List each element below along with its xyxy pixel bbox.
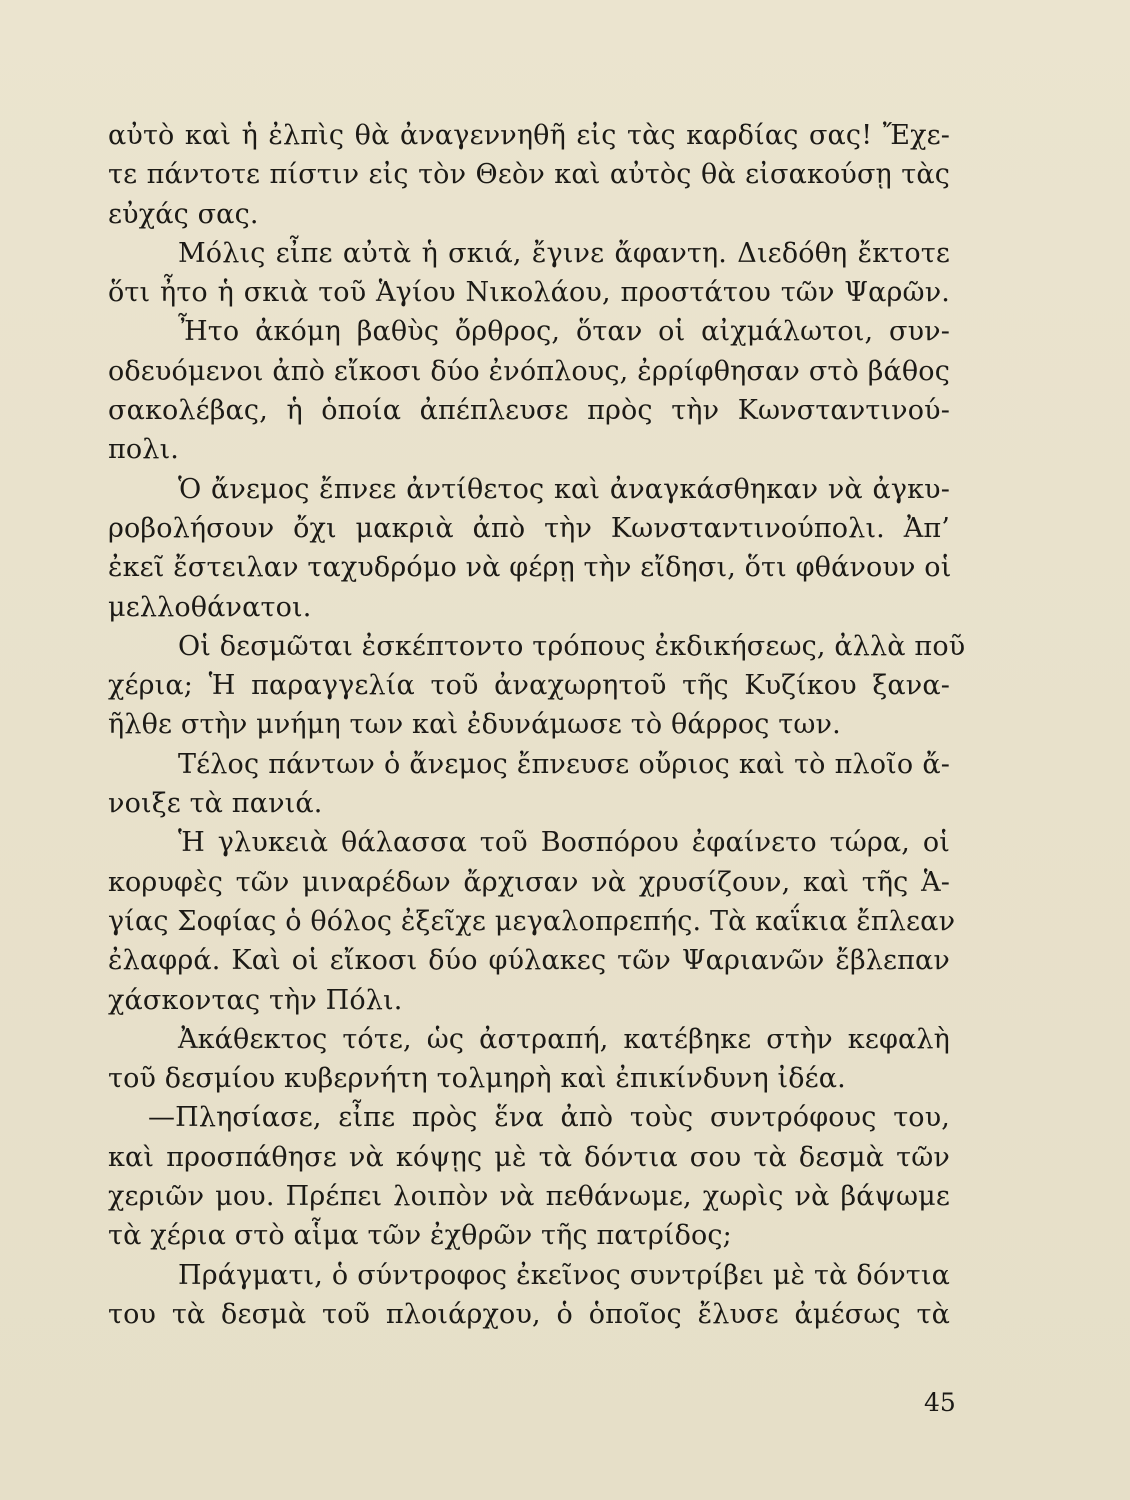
text-line: Ἀκάθεκτος τότε, ὡς ἀστραπή, κατέβηκε στὴν κεφαλὴ xyxy=(178,1023,950,1055)
text-line: αὐτὸ καὶ ἡ ἐλπὶς θὰ ἀναγεννηθῆ εἰς τὰς καρδίας σας! Ἔχε- xyxy=(108,120,950,151)
text-line: Πράγματι, ὁ σύντροφος ἐκεῖνος συντρίβει μὲ τὰ δόντια xyxy=(178,1259,950,1291)
text-line: —Πλησίασε, εἶπε πρὸς ἕνα ἀπὸ τοὺς συντρόφους του, xyxy=(148,1102,950,1134)
text-line: Ἡ γλυκειὰ θάλασσα τοῦ Βοσπόρου ἐφαίνετο τώρα, οἱ xyxy=(178,827,950,859)
text-line: χάσκοντας τὴν Πόλι. xyxy=(108,984,403,1016)
text-line: γίας Σοφίας ὁ θόλος ἐξεῖχε μεγαλοπρεπής. Τὰ καΐκια ἔπλεαν xyxy=(108,905,956,937)
text-line: Ἦτο ἀκόμη βαθὺς ὄρθρος, ὅταν οἱ αἰχμάλωτοι, συν- xyxy=(178,316,950,348)
text-line: νοιξε τὰ πανιά. xyxy=(108,788,323,820)
text-line: οδευόμενοι ἀπὸ εἴκοσι δύο ἐνόπλους, ἐρρίφθησαν στὸ βάθος xyxy=(108,355,950,387)
text-line: Οἱ δεσμῶται ἐσκέπτοντο τρόπους ἐκδικήσεως, ἀλλὰ ποῦ xyxy=(178,630,966,662)
text-line: σακολέβας, ἡ ὁποία ἀπέπλευσε πρὸς τὴν Κωνσταντινού- xyxy=(108,395,950,427)
text-line: τοῦ δεσμίου κυβερνήτη τολμηρὴ καὶ ἐπικίνδυνη ἰδέα. xyxy=(108,1063,846,1095)
text-line: ροβολήσουν ὄχι μακριὰ ἀπὸ τὴν Κωνσταντινούπολι. Ἀπ’ xyxy=(108,512,950,544)
text-line: ἐλαφρά. Καὶ οἱ εἴκοσι δύο φύλακες τῶν Ψαριανῶν ἔβλεπαν xyxy=(108,945,950,977)
text-line: ἐκεῖ ἔστειλαν ταχυδρόμο νὰ φέρῃ τὴν εἴδησι, ὅτι φθάνουν οἱ xyxy=(108,552,952,584)
text-line: μελλοθάνατοι. xyxy=(108,591,312,623)
text-line: ὅτι ἦτο ἡ σκιὰ τοῦ Ἁγίου Νικολάου, προστάτου τῶν Ψαρῶν. xyxy=(108,277,950,309)
text-line: του τὰ δεσμὰ τοῦ πλοιάρχου, ὁ ὁποῖος ἔλυσε ἀμέσως τὰ xyxy=(108,1298,950,1330)
text-line: χεριῶν μου. Πρέπει λοιπὸν νὰ πεθάνωμε, χωρὶς νὰ βάψωμε xyxy=(108,1181,950,1213)
text-line: Μόλις εἶπε αὐτὰ ἡ σκιά, ἔγινε ἄφαντη. Διεδόθη ἔκτοτε xyxy=(178,237,950,269)
text-line: κορυφὲς τῶν μιναρέδων ἄρχισαν νὰ χρυσίζουν, καὶ τῆς Ἁ- xyxy=(108,866,950,898)
text-line: πολι. xyxy=(108,434,180,466)
text-line: Τέλος πάντων ὁ ἄνεμος ἔπνευσε οὔριος καὶ τὸ πλοῖο ἄ- xyxy=(178,748,950,780)
text-line: καὶ προσπάθησε νὰ κόψῃς μὲ τὰ δόντια σου τὰ δεσμὰ τῶν xyxy=(108,1141,950,1173)
text-line: τε πάντοτε πίστιν εἰς τὸν Θεὸν καὶ αὐτὸς θὰ εἰσακούσῃ τὰς xyxy=(108,159,950,191)
text-line: τὰ χέρια στὸ αἷμα τῶν ἐχθρῶν τῆς πατρίδος; xyxy=(108,1220,732,1252)
page-number: 45 xyxy=(924,1388,956,1417)
text-line: χέρια; Ἡ παραγγελία τοῦ ἀναχωρητοῦ τῆς Κυζίκου ξανα- xyxy=(108,670,950,702)
text-line: εὐχάς σας. xyxy=(108,198,259,230)
text-line: Ὁ ἄνεμος ἔπνεε ἀντίθετος καὶ ἀναγκάσθηκαν νὰ ἀγκυ- xyxy=(178,473,950,505)
text-line: ῆλθε στὴν μνήμη των καὶ ἐδυνάμωσε τὸ θάρρος των. xyxy=(108,709,841,741)
body-text xyxy=(108,116,966,1334)
